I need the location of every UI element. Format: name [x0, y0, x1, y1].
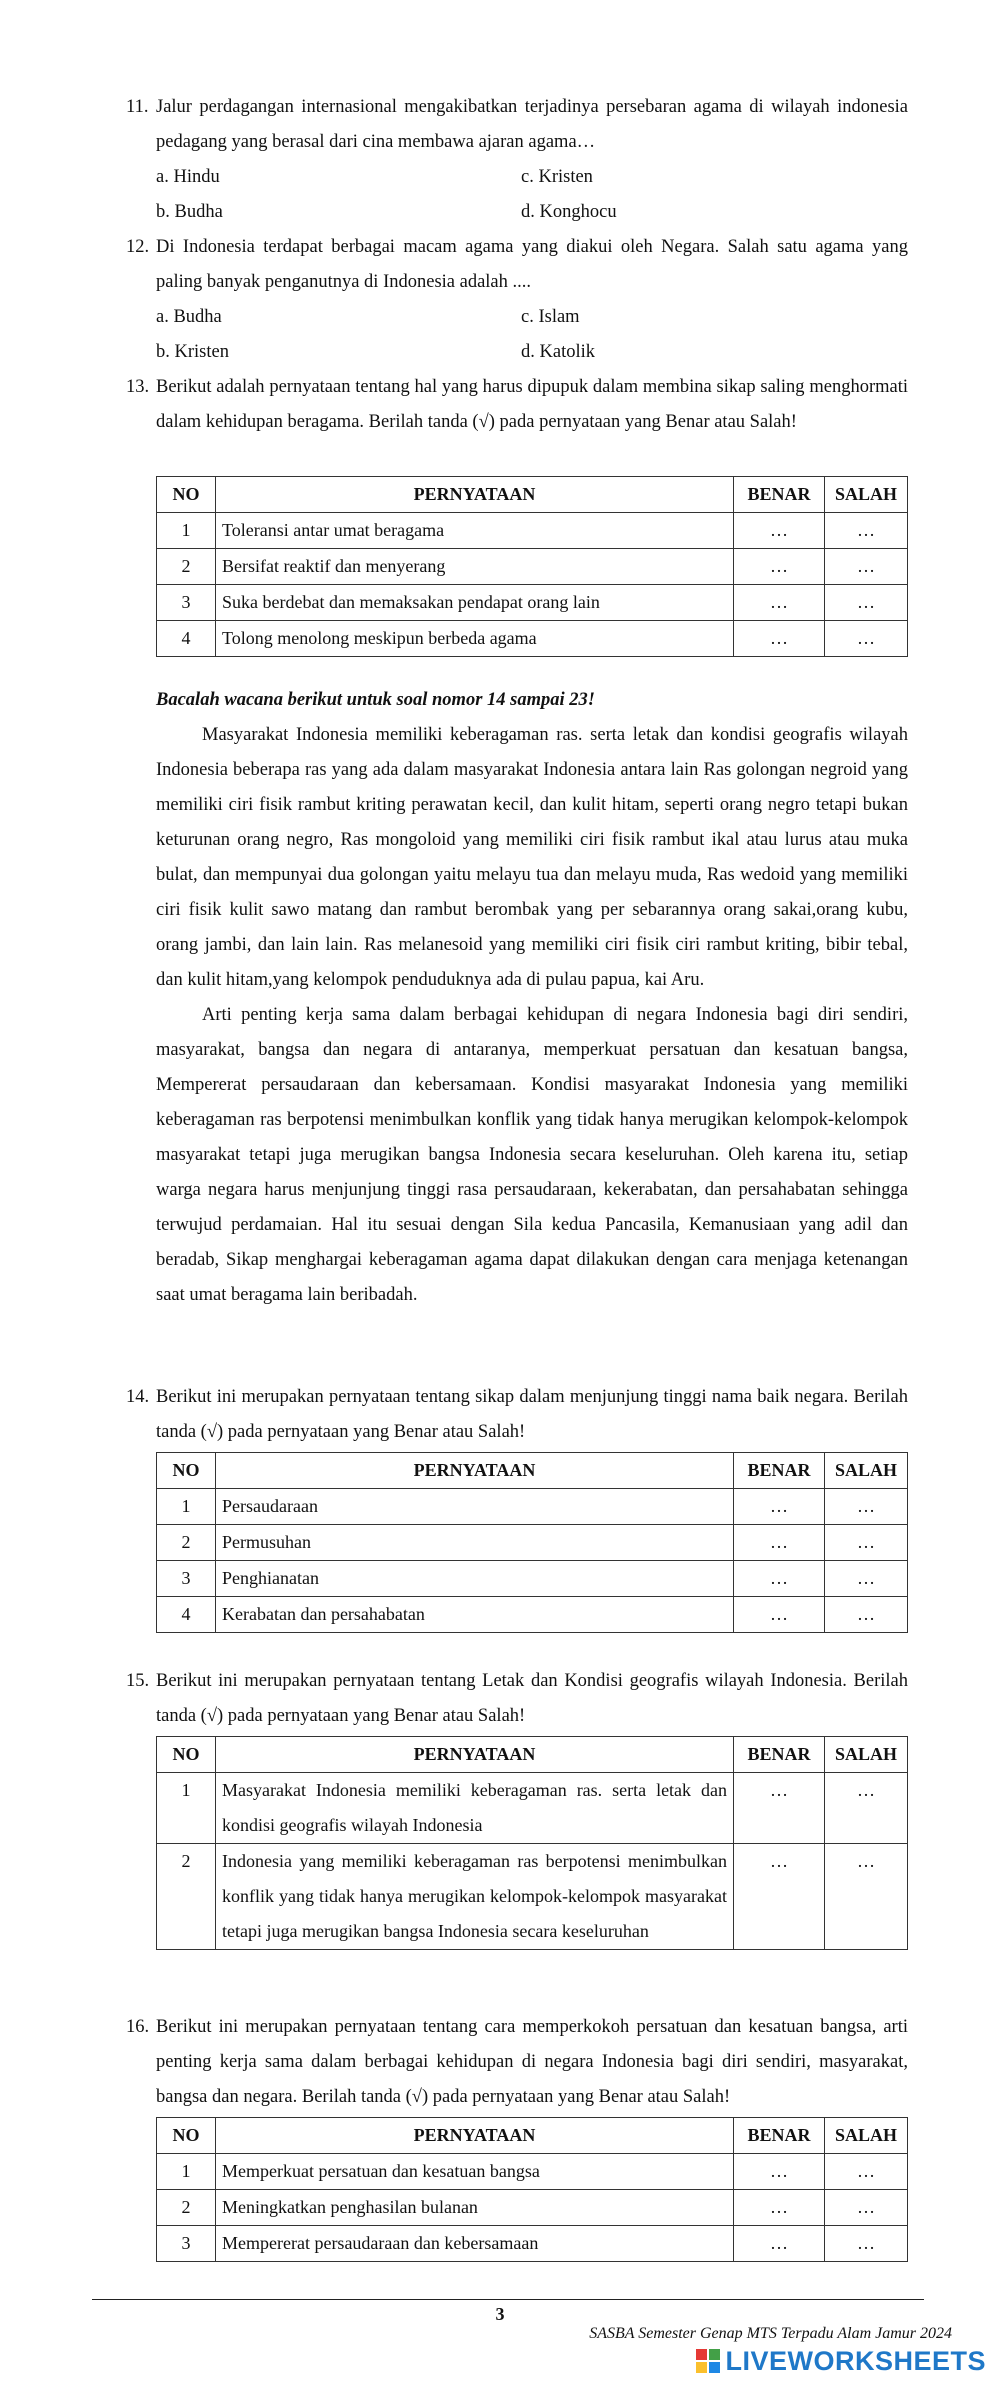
statement-table-14: [156, 1452, 908, 1633]
passage-paragraph-2: Arti penting kerja sama dalam berbagai kehidupan di negara Indonesia bagi diri sendiri, masyarakat, bangsa dan negara di antaranya, memperkuat persatuan dan kesatuan bangsa, Mempererat persaudaraan dan kebersamaan. Kondisi masyarakat Indonesia yang memiliki keberagaman ras berpotensi menimbulkan konflik yang tidak hanya merugikan kelompok-kelompok masyarakat tetapi juga merugikan bangsa Indonesia secara keseluruhan. Oleh karena itu, setiap warga negara harus menjunjung tinggi rasa persaudaraan, kekerabatan, dan persahabatan sehingga terwujud perdamaian. Hal itu sesuai dengan Sila kedua Pancasila, Kemanusiaan yang adil dan beradab, Sikap menghargai keberagaman agama dapat dilakukan dengan cara menjaga ketenangan saat umat beragama lain beribadah.: [156, 1005, 908, 1305]
row-statement: Memperkuat persatuan dan kesatuan bangsa: [216, 2154, 734, 2190]
salah-cell[interactable]: …: [825, 1773, 908, 1844]
question-13: [126, 370, 908, 440]
header-statement: PERNYATAAN: [216, 1453, 734, 1489]
row-statement: Masyarakat Indonesia memiliki keberagaman ras. serta letak dan kondisi geografis wilayah Indonesia: [216, 1773, 734, 1844]
question-15: [126, 1664, 908, 1734]
statement-table-15: [156, 1736, 908, 1950]
salah-cell[interactable]: …: [825, 1489, 908, 1525]
options: [156, 300, 908, 370]
brand-name: LIVEWORKSHEETS: [725, 2345, 986, 2376]
row-statement: Meningkatkan penghasilan bulanan: [216, 2190, 734, 2226]
question-text: Berikut ini merupakan pernyataan tentang cara memperkokoh persatuan dan kesatuan bangsa, arti penting kerja sama dalam berbagai kehidupan di negara Indonesia bagi diri sendiri, masyarakat, bangsa dan negara. Berilah tanda (√) pada pernyataan yang Benar atau Salah!: [156, 2017, 908, 2107]
table-row: [157, 1561, 908, 1597]
question-number: 14.: [126, 1387, 150, 1407]
benar-cell[interactable]: …: [734, 1525, 825, 1561]
footer-note: SASBA Semester Genap MTS Terpadu Alam Jamur 2024: [589, 2325, 952, 2342]
reading-heading: Bacalah wacana berikut untuk soal nomor 14 sampai 23!: [156, 690, 595, 710]
row-statement: Suka berdebat dan memaksakan pendapat orang lain: [216, 585, 734, 621]
salah-cell[interactable]: …: [825, 513, 908, 549]
table-header-row: [157, 2118, 908, 2154]
header-benar: BENAR: [734, 1737, 825, 1773]
salah-cell[interactable]: …: [825, 2154, 908, 2190]
header-statement: PERNYATAAN: [216, 1737, 734, 1773]
header-salah: SALAH: [825, 1453, 908, 1489]
liveworksheets-logo[interactable]: [696, 2346, 986, 2376]
table-row: [157, 2226, 908, 2262]
header-salah: SALAH: [825, 1737, 908, 1773]
row-number: 1: [157, 513, 216, 549]
benar-cell[interactable]: …: [734, 1597, 825, 1633]
benar-cell[interactable]: …: [734, 1844, 825, 1950]
salah-cell[interactable]: …: [825, 1525, 908, 1561]
row-statement: Toleransi antar umat beragama: [216, 513, 734, 549]
salah-cell[interactable]: …: [825, 621, 908, 657]
header-no: NO: [157, 477, 216, 513]
header-statement: PERNYATAAN: [216, 2118, 734, 2154]
salah-cell[interactable]: …: [825, 549, 908, 585]
salah-cell[interactable]: …: [825, 1597, 908, 1633]
row-statement: Tolong menolong meskipun berbeda agama: [216, 621, 734, 657]
table-row: [157, 549, 908, 585]
question-text: Di Indonesia terdapat berbagai macam agama yang diakui oleh Negara. Salah satu agama yang paling banyak penganutnya di Indonesia adalah ....: [156, 237, 908, 292]
header-no: NO: [157, 1737, 216, 1773]
benar-cell[interactable]: …: [734, 549, 825, 585]
header-no: NO: [157, 2118, 216, 2154]
table-row: [157, 1773, 908, 1844]
question-number: 11.: [126, 97, 149, 117]
question-text: Berikut adalah pernyataan tentang hal yang harus dipupuk dalam membina sikap saling menghormati dalam kehidupan beragama. Berilah tanda (√) pada pernyataan yang Benar atau Salah!: [156, 377, 908, 432]
row-number: 1: [157, 2154, 216, 2190]
row-number: 1: [157, 1773, 216, 1844]
question-text: Jalur perdagangan internasional mengakibatkan terjadinya persebaran agama di wilayah indonesia pedagang yang berasal dari cina membawa ajaran agama…: [156, 97, 908, 152]
row-statement: Kerabatan dan persahabatan: [216, 1597, 734, 1633]
statement-table-16: [156, 2117, 908, 2262]
header-salah: SALAH: [825, 2118, 908, 2154]
option-d[interactable]: d. Katolik: [521, 342, 595, 362]
logo-square-blue: [709, 2362, 720, 2373]
option-c[interactable]: c. Kristen: [521, 167, 593, 187]
header-benar: BENAR: [734, 2118, 825, 2154]
benar-cell[interactable]: …: [734, 2190, 825, 2226]
benar-cell[interactable]: …: [734, 1773, 825, 1844]
row-number: 4: [157, 1597, 216, 1633]
header-benar: BENAR: [734, 477, 825, 513]
option-c[interactable]: c. Islam: [521, 307, 580, 327]
row-number: 3: [157, 585, 216, 621]
reading-passage: [156, 718, 908, 1313]
row-number: 4: [157, 621, 216, 657]
question-12: [126, 230, 908, 370]
option-a[interactable]: a. Budha: [156, 307, 222, 327]
liveworksheets-icon: [696, 2349, 720, 2373]
benar-cell[interactable]: …: [734, 2226, 825, 2262]
row-number: 2: [157, 549, 216, 585]
benar-cell[interactable]: …: [734, 621, 825, 657]
row-statement: Penghianatan: [216, 1561, 734, 1597]
benar-cell[interactable]: …: [734, 1561, 825, 1597]
table-row: [157, 1844, 908, 1950]
question-11: [126, 90, 908, 230]
logo-square-yellow: [696, 2362, 707, 2373]
table-row: [157, 1525, 908, 1561]
footer-divider: [92, 2299, 924, 2300]
table-row: [157, 621, 908, 657]
row-number: 2: [157, 1525, 216, 1561]
logo-square-red: [696, 2349, 707, 2360]
header-no: NO: [157, 1453, 216, 1489]
row-number: 1: [157, 1489, 216, 1525]
header-benar: BENAR: [734, 1453, 825, 1489]
row-number: 2: [157, 1844, 216, 1950]
salah-cell[interactable]: …: [825, 1561, 908, 1597]
salah-cell[interactable]: …: [825, 585, 908, 621]
options: [156, 160, 908, 230]
row-statement: Bersifat reaktif dan menyerang: [216, 549, 734, 585]
passage-paragraph-1: Masyarakat Indonesia memiliki keberagaman ras. serta letak dan kondisi geografis wilayah Indonesia beberapa ras yang ada dalam masyarakat Indonesia antara lain Ras golongan negroid yang memiliki ciri fisik rambut kriting perawatan kecil, dan kulit hitam, seperti orang negro tetapi bukan keturunan orang negro, Ras mongoloid yang memiliki ciri fisik rambut ikal atau lurus atau muka bulat, dan mempunyai dua golongan yaitu melayu tua dan melayu muda, Ras wedoid yang memiliki ciri fisik kulit sawo matang dan rambut berombak yang per sebarannya orang sakai,orang kubu, orang jambi, dan lain lain. Ras melanesoid yang memiliki ciri fisik ciri rambut kriting, bibir tebal, dan kulit hitam,yang kelompok penduduknya ada di pulau papua, kai Aru.: [156, 725, 908, 990]
row-number: 3: [157, 1561, 216, 1597]
table-row: [157, 1597, 908, 1633]
option-b[interactable]: b. Kristen: [156, 342, 229, 362]
benar-cell[interactable]: …: [734, 2154, 825, 2190]
salah-cell[interactable]: …: [825, 2226, 908, 2262]
table-row: [157, 2190, 908, 2226]
question-text: Berikut ini merupakan pernyataan tentang Letak dan Kondisi geografis wilayah Indonesia. Berilah tanda (√) pada pernyataan yang Benar atau Salah!: [156, 1671, 908, 1726]
question-16: [126, 2010, 908, 2115]
question-number: 13.: [126, 377, 150, 397]
option-b[interactable]: b. Budha: [156, 202, 223, 222]
row-statement: Mempererat persaudaraan dan kebersamaan: [216, 2226, 734, 2262]
row-statement: Indonesia yang memiliki keberagaman ras berpotensi menimbulkan konflik yang tidak hanya merugikan kelompok-kelompok masyarakat tetapi juga merugikan bangsa Indonesia secara keseluruhan: [216, 1844, 734, 1950]
header-statement: PERNYATAAN: [216, 477, 734, 513]
table-header-row: [157, 1737, 908, 1773]
table-header-row: [157, 477, 908, 513]
statement-table-13: [156, 476, 908, 657]
salah-cell[interactable]: …: [825, 1844, 908, 1950]
option-a[interactable]: a. Hindu: [156, 167, 220, 187]
row-number: 2: [157, 2190, 216, 2226]
question-number: 15.: [126, 1671, 150, 1691]
question-text: Berikut ini merupakan pernyataan tentang sikap dalam menjunjung tinggi nama baik negara. Berilah tanda (√) pada pernyataan yang Benar atau Salah!: [156, 1387, 908, 1442]
benar-cell[interactable]: …: [734, 513, 825, 549]
table-header-row: [157, 1453, 908, 1489]
logo-square-green: [709, 2349, 720, 2360]
salah-cell[interactable]: …: [825, 2190, 908, 2226]
benar-cell[interactable]: …: [734, 585, 825, 621]
question-number: 16.: [126, 2017, 150, 2037]
table-row: [157, 513, 908, 549]
question-number: 12.: [126, 237, 150, 257]
benar-cell[interactable]: …: [734, 1489, 825, 1525]
question-14: [126, 1380, 908, 1450]
row-statement: Persaudaraan: [216, 1489, 734, 1525]
row-number: 3: [157, 2226, 216, 2262]
page-number: 3: [495, 2304, 505, 2324]
table-row: [157, 2154, 908, 2190]
header-salah: SALAH: [825, 477, 908, 513]
option-d[interactable]: d. Konghocu: [521, 202, 617, 222]
table-row: [157, 1489, 908, 1525]
row-statement: Permusuhan: [216, 1525, 734, 1561]
table-row: [157, 585, 908, 621]
